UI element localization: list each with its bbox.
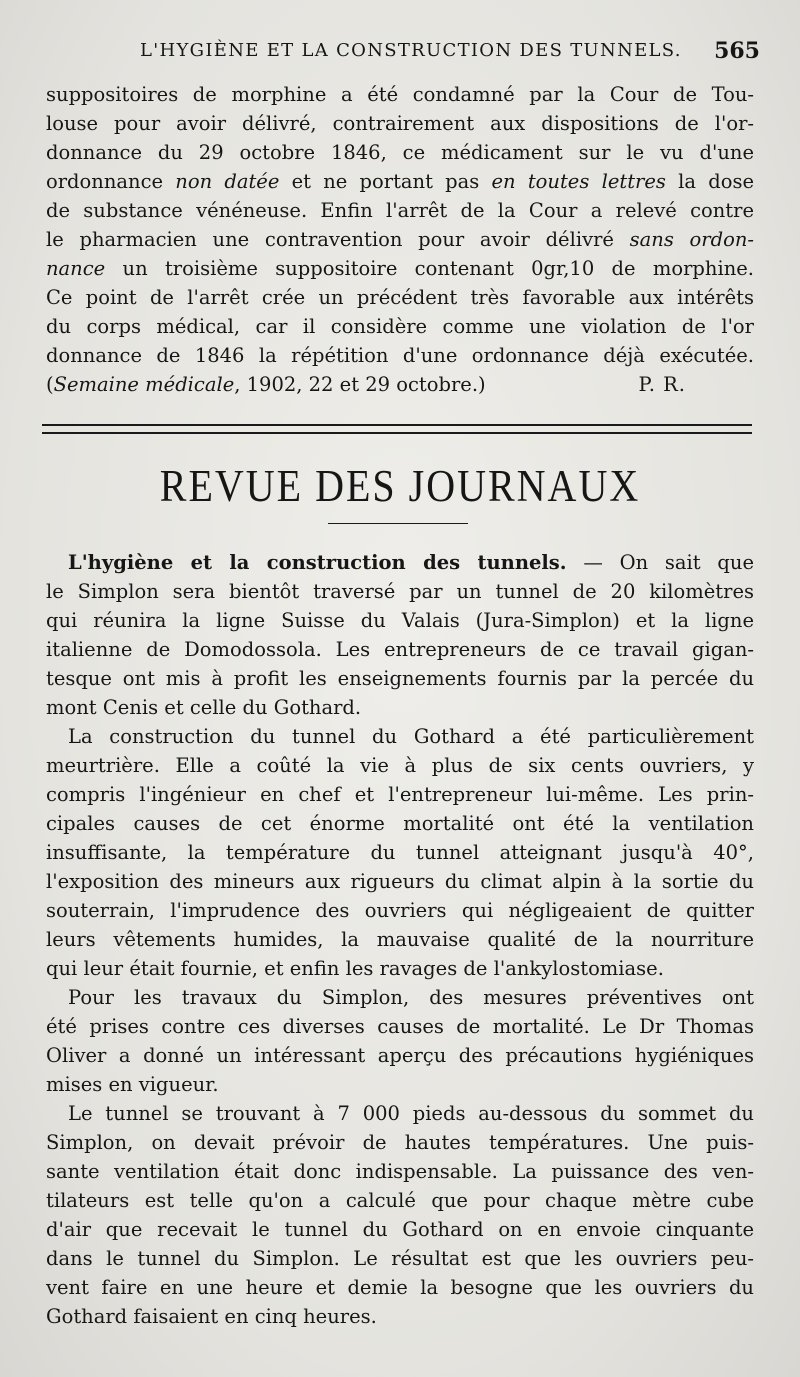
text-line: sante ventilation était donc indispensable. La puissance des ven- [46, 1160, 754, 1183]
text-line: de substance vénéneuse. Enfin l'arrêt de la Cour a relevé contre [46, 199, 754, 222]
top-text-block [46, 80, 754, 399]
text-line: Pour les travaux du Simplon, des mesures préventives ont [68, 986, 754, 1009]
text-line: Simplon, on devait prévoir de hautes températures. Une puis- [46, 1131, 754, 1154]
citation-line: (Semaine médicale, 1902, 22 et 29 octobre.) P. R. [46, 370, 754, 399]
article-heading-line: L'hygiène et la construction des tunnels. — On sait que [68, 551, 754, 574]
text-line: Le tunnel se trouvant à 7 000 pieds au-dessous du sommet du [68, 1102, 754, 1125]
text-line: insuffisante, la température du tunnel atteignant jusqu'à 40°, [46, 841, 754, 864]
text-line: donnance de 1846 la répétition d'une ordonnance déjà exécutée. [46, 344, 754, 367]
section-title: REVUE DES JOURNAUX [159, 459, 641, 512]
text-line: ordonnance non datée et ne portant pas en toutes lettres la dose [46, 170, 754, 193]
text-line: mises en vigueur. [46, 1073, 219, 1096]
running-title: L'HYGIÈNE ET LA CONSTRUCTION DES TUNNELS. [140, 40, 682, 61]
text-line: mont Cenis et celle du Gothard. [46, 696, 362, 719]
text-line: meurtrière. Elle a coûté la vie à plus de six cents ouvriers, y [46, 754, 754, 777]
text-line: souterrain, l'imprudence des ouvriers qui négligeaient de quitter [46, 899, 754, 922]
text-line: le Simplon sera bientôt traversé par un tunnel de 20 kilomètres [46, 580, 754, 603]
text-line: dans le tunnel du Simplon. Le résultat est que les ouvriers peu- [46, 1247, 754, 1270]
text-line: cipales causes de cet énorme mortalité ont été la ventilation [46, 812, 754, 835]
text-line: le pharmacien une contravention pour avoir délivré sans ordon- [46, 228, 754, 251]
text-line: Oliver a donné un intéressant aperçu des précautions hygiéniques [46, 1044, 754, 1067]
text-line: tesque ont mis à profit les enseignements fournis par la percée du [46, 667, 754, 690]
text-line: qui leur était fournie, et enfin les ravages de l'ankylostomiase. [46, 957, 664, 980]
article-title: L'hygiène et la construction des tunnels. [68, 551, 567, 574]
page-number: 565 [714, 38, 760, 64]
text-line: louse pour avoir délivré, contrairement aux dispositions de l'or- [46, 112, 754, 135]
text-line: Ce point de l'arrêt crée un précédent très favorable aux intérêts [46, 286, 754, 309]
text-line: nance un troisième suppositoire contenant 0gr,10 de morphine. [46, 257, 754, 280]
article-text-block [46, 548, 754, 1331]
text-line: La construction du tunnel du Gothard a été particulièrement [68, 725, 754, 748]
text-line: italienne de Domodossola. Les entrepreneurs de ce travail gigan- [46, 638, 754, 661]
double-rule [42, 424, 752, 434]
text-line: donnance du 29 octobre 1846, ce médicament sur le vu d'une [46, 141, 754, 164]
text-line: qui réunira la ligne Suisse du Valais (Jura-Simplon) et la ligne [46, 609, 754, 632]
text-line: vent faire en une heure et demie la besogne que les ouvriers du [46, 1276, 754, 1299]
text-line: l'exposition des mineurs aux rigueurs du climat alpin à la sortie du [46, 870, 754, 893]
text-line: compris l'ingénieur en chef et l'entrepreneur lui-même. Les prin- [46, 783, 754, 806]
text-line: du corps médical, car il considère comme une violation de l'or [46, 315, 754, 338]
text-line: été prises contre ces diverses causes de mortalité. Le Dr Thomas [46, 1015, 754, 1038]
signature: P. R. [638, 373, 686, 396]
short-rule [328, 523, 468, 524]
text-line: leurs vêtements humides, la mauvaise qualité de la nourriture [46, 928, 754, 951]
text-line: Gothard faisaient en cinq heures. [46, 1305, 377, 1328]
text-line: d'air que recevait le tunnel du Gothard on en envoie cinquante [46, 1218, 754, 1241]
running-head [40, 38, 760, 66]
text-line: tilateurs est telle qu'on a calculé que pour chaque mètre cube [46, 1189, 754, 1212]
text-line: suppositoires de morphine a été condamné par la Cour de Tou- [46, 83, 754, 106]
